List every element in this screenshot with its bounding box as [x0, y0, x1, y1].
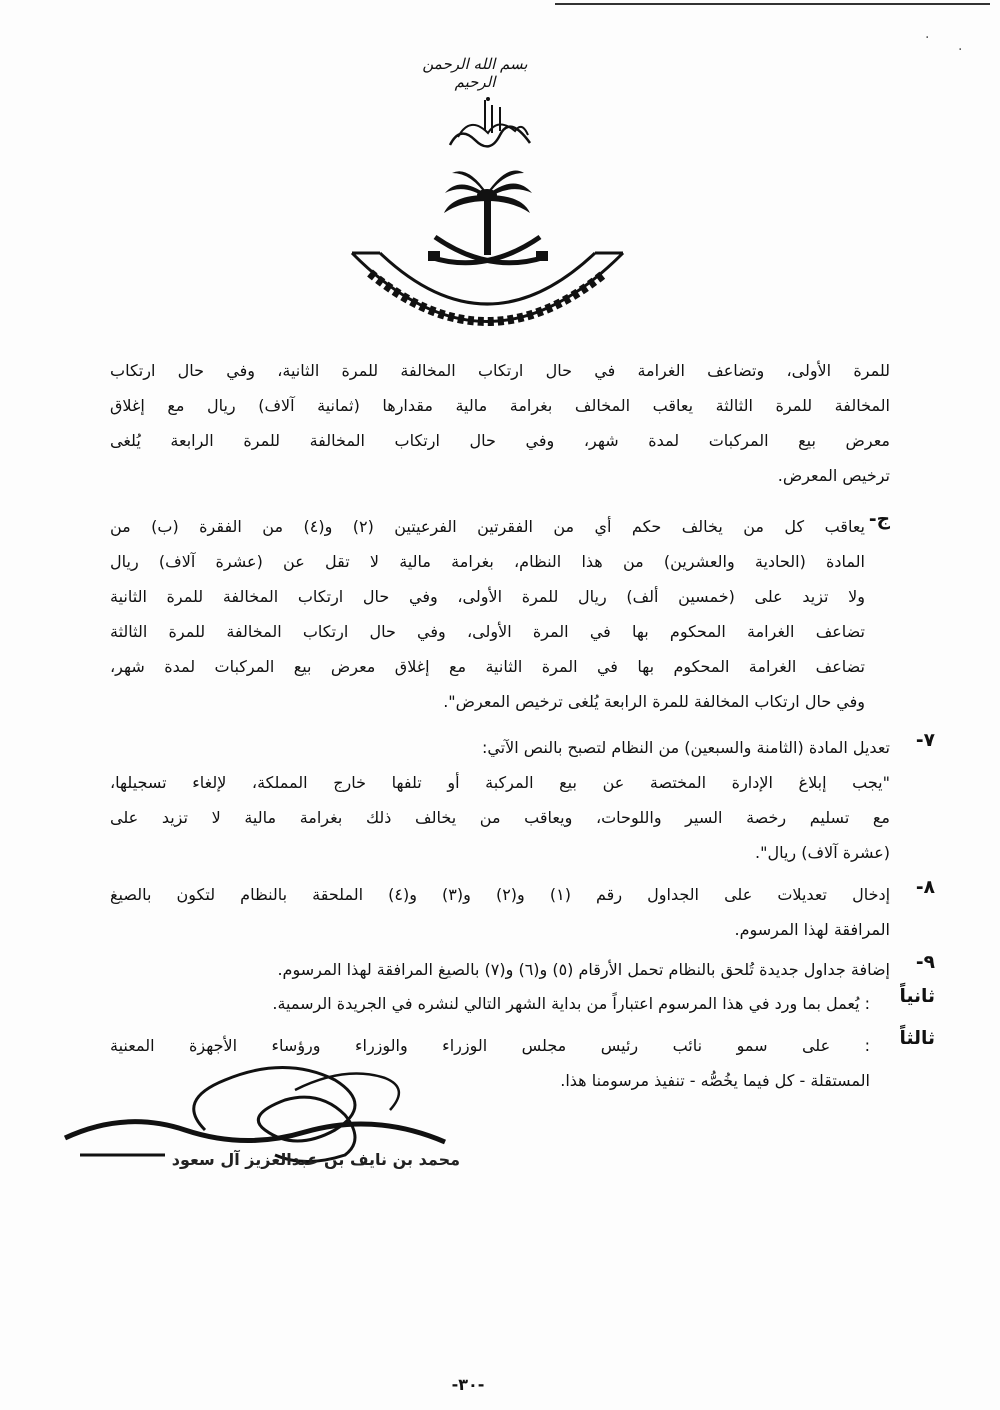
text-line: وفي حال ارتكاب المخالفة للمرة الرابعة يُلغى ترخيص المعرض".: [443, 692, 865, 711]
text-line: للمرة الأولى، وتضاعف الغرامة في حال ارتكاب المخالفة للمرة الثانية، وفي حال ارتكاب: [110, 361, 890, 380]
text-line: المستقلة - كل فيما يخُصُّه - تنفيذ مرسومنا هذا.: [560, 1071, 870, 1090]
paragraph-j: [110, 509, 865, 719]
text-line: "يجب إبلاغ الإدارة المختصة عن بيع المركبة أو تلفها خارج المملكة، لإلغاء تسجيلها،: [110, 773, 890, 792]
text-line: تضاعف الغرامة المحكوم بها في المرة الأولى، وفي حال ارتكاب المخالفة للمرة الثالثة: [110, 622, 865, 641]
item-7: [110, 730, 890, 870]
item-9-label: ٩-: [915, 952, 935, 973]
text-line: تضاعف الغرامة المحكوم بها في المرة الثانية مع إغلاق معرض بيع المركبات لمدة شهر،: [110, 657, 865, 676]
second-clause: [45, 986, 870, 1021]
scan-edge-line: [555, 3, 990, 5]
second-label: ثانياً: [899, 986, 935, 1007]
item-8: [110, 877, 890, 947]
text-line: : يُعمل بما ورد في هذا المرسوم اعتباراً من بداية الشهر التالي لنشره في الجريدة الرسمية.: [272, 994, 870, 1013]
paragraph-j-label: ج-: [868, 509, 890, 530]
third-label: ثالثاً: [899, 1028, 935, 1049]
kingdom-emblem: [340, 165, 635, 340]
text-line: معرض بيع المركبات لمدة شهر، وفي حال ارتكاب المخالفة للمرة الرابعة يُلغى: [110, 431, 890, 450]
text-line: المرافقة لهذا المرسوم.: [734, 920, 890, 939]
shahada-calligraphy: [440, 95, 540, 155]
text-line: ولا تزيد على (خمسين ألف) ريال للمرة الأولى، وفي حال ارتكاب المخالفة للمرة الثانية: [110, 587, 865, 606]
text-line: تعديل المادة (الثامنة والسبعين) من النظام لتصبح بالنص الآتي:: [481, 738, 890, 757]
text-line: مع تسليم رخصة السير واللوحات، ويعاقب من يخالف ذلك بغرامة مالية لا تزيد على: [110, 808, 890, 827]
text-line: ترخيص المعرض.: [777, 466, 890, 485]
scan-speck: ·: [925, 30, 930, 46]
item-8-label: ٨-: [915, 877, 935, 898]
item-9: [45, 952, 890, 987]
text-line: يعاقب كل من يخالف حكم أي من الفقرتين الفرعيتين (٢) و(٤) من الفقرة (ب) من: [110, 517, 865, 536]
text-line: إضافة جداول جديدة تُلحق بالنظام تحمل الأرقام (٥) و(٦) و(٧) بالصيغ المرافقة لهذا المرسوم.: [277, 960, 890, 979]
text-line: المادة (الحادية والعشرين) من هذا النظام، بغرامة مالية لا تقل عن (عشرة آلاف) ريال: [110, 552, 865, 571]
text-line: إدخال تعديلات على الجداول رقم (١) و(٢) و(٣) و(٤) الملحقة بالنظام لتكون بالصيغ: [110, 885, 890, 904]
text-line: (عشرة آلاف) ريال".: [755, 843, 890, 862]
text-line: : على سمو نائب رئيس مجلس الوزراء والوزراء ورؤساء الأجهزة المعنية: [110, 1036, 870, 1055]
paragraph-a: [110, 353, 890, 493]
page-number: -٣٠-: [451, 1375, 485, 1394]
text-line: المخالفة للمرة الثالثة يعاقب المخالف بغرامة مالية مقدارها (ثمانية آلاف) ريال مع إغلاق: [110, 396, 890, 415]
signatory-name: محمد بن نايف بن عبدالعزيز آل سعود: [171, 1150, 460, 1169]
basmala: بسم الله الرحمن الرحيم: [422, 55, 528, 91]
scan-speck: ·: [958, 42, 963, 58]
item-7-label: ٧-: [915, 730, 935, 751]
